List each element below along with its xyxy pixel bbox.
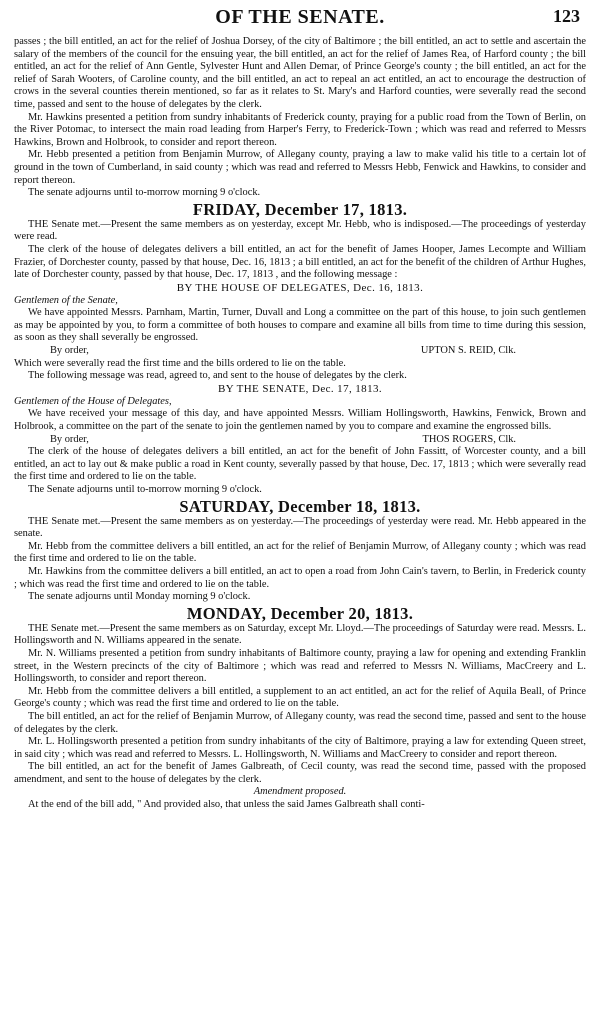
salutation: Gentlemen of the Senate, — [14, 294, 118, 306]
message-heading: BY THE HOUSE OF DELEGATES, Dec. 16, 1813. — [176, 281, 424, 294]
paragraph: passes ; the bill entitled, an act for the relief of Joshua Dorsey, of the city of Baltimore ; the bill entitled, an act to settle and ascertain the salary of the members of the council for the ensuing year, the bill entitled, an act for the relief of James Rea, of Harford county ; the bill entitled, an act for the relief of Ann Gentle, Sylvester Hunt and Allen Demar, of Prince George's county ; the bill entitled, an act for the relief of Sarah Wooters, of Caroline county, and the bill entitled, an act to repeal an act entitled, an act to encourage the destruction of crows in the several counties therein mentioned, so far as it relates to St. Mary's and Harford counties, were severally read the second time, passed and sent to the house of delegates by the clerk. — [14, 36, 586, 110]
paragraph: The clerk of the house of delegates delivers a bill entitled, an act for the benefit of James Hooper, James Lecompte and William Frazier, of Dorchester county, passed by that house, Dec. 16, 1813 ; a bill entitled, an act for the benefit of the children of Arthur Hughes, late of Dorchester county, passed by that house, Dec. 17, 1813 , and the following message : — [14, 243, 586, 281]
day-heading: MONDAY, December 20, 1813. — [186, 603, 414, 623]
running-head — [14, 6, 586, 30]
by-order-label: By order, — [50, 433, 89, 445]
paragraph: Mr. Hebb presented a petition from Benjamin Murrow, of Allegany county, praying a law to make valid his title to a certain lot of ground in the town of Cumberland, in said county ; which was read and referred to Messrs Hebb, Fenwick and Hawkins, to consider and report thereon. — [14, 149, 586, 186]
clerk-signature: UPTON S. REID, Clk. — [420, 345, 516, 357]
paragraph: The bill entitled, an act for the relief of Benjamin Murrow, of Allegany county, was read the second time, passed and sent to the house of delegates by the clerk. — [14, 710, 586, 735]
paragraph: We have received your message of this day, and have appointed Messrs. William Hollingsworth, Hawkins, Fenwick, Brown and Holbrook, a committee on the part of the senate to join the gentlemen named by you to compare and examine the engrossed bills. — [14, 408, 586, 433]
paragraph: Mr. Hawkins from the committee delivers a bill entitled, an act to open a road from John Cain's tavern, to Berlin, in Frederick county ; which was read the first time and ordered to lie on the table. — [14, 565, 586, 590]
paragraph: Mr. Hebb from the committee delivers a bill entitled, a supplement to an act entitled, an act for the relief of Aquila Beall, of Prince George's county ; which was read the first time and ordered to lie on the table. — [14, 685, 586, 710]
by-order-label: By order, — [50, 345, 89, 357]
amendment-label: Amendment proposed. — [253, 786, 347, 798]
paragraph: Mr. L. Hollingsworth presented a petition from sundry inhabitants of the city of Baltimore, praying a law for extending Queen street, in said city ; which was read and referred to Messrs. L. Hollingsworth, N. Williams and MacCreery to consider and report thereon. — [14, 736, 586, 760]
paragraph: Mr. Hebb from the committee delivers a bill entitled, an act for the relief of Benjamin Murrow, of Allegany county ; which was read the first time and ordered to lie on the table. — [14, 540, 586, 565]
paragraph: THE Senate met.—Present the same members as on yesterday, except Mr. Hebb, who is indisposed.—The proceedings of yesterday were read. — [14, 218, 586, 243]
paragraph: The senate adjourns until to-morrow morning 9 o'clock. — [28, 187, 261, 199]
day-heading: SATURDAY, December 18, 1813. — [179, 496, 421, 516]
paragraph: The Senate adjourns until to-morrow morning 9 o'clock. — [28, 484, 262, 495]
paragraph: Mr. Hawkins presented a petition from sundry inhabitants of Frederick county, praying for a public road from the Town of Berlin, on the River Potomac, to intersect the main road leading from Harper's Ferry, to Frederick-Town ; which was read and referred to Messrs Hawkins, Brown and Holbrook, to consider and report thereon. — [14, 111, 586, 148]
paragraph: The bill entitled, an act for the benefit of James Galbreath, of Cecil county, was read the second time, passed with the proposed amendment, and sent to the house of delegates by the clerk. — [14, 761, 586, 785]
paragraph: The senate adjourns until Monday morning 9 o'clock. — [28, 591, 251, 603]
paragraph: At the end of the bill add, " And provided also, that unless the said James Galbreath shall conti- — [28, 799, 425, 811]
paragraph: We have appointed Messrs. Parnham, Martin, Turner, Duvall and Long a committee on the part of this house, to join such gentlemen as may be appointed by you, to form a committee of both houses to compare and examine all bills from time to time during this session, as soon as they shall severally be engrossed. — [14, 307, 586, 344]
message-heading: BY THE SENATE, Dec. 17, 1813. — [217, 382, 383, 395]
page-number: 123 — [553, 6, 580, 26]
paragraph: THE Senate met.—Present the same members as on Saturday, except Mr. Lloyd.—The proceedings of Saturday were read. Messrs. L. Hollingsworth and N. Williams appeared in the senate. — [14, 622, 586, 647]
paragraph: The following message was read, agreed to, and sent to the house of delegates by the clerk. — [28, 370, 407, 382]
page-title: OF THE SENATE. — [215, 6, 385, 28]
signature-line — [14, 345, 586, 358]
day-heading: FRIDAY, December 17, 1813. — [192, 199, 408, 219]
paragraph: Which were severally read the first time and the bills ordered to lie on the table. — [14, 357, 346, 369]
clerk-signature: THOS ROGERS, Clk. — [422, 433, 516, 445]
journal-body — [14, 36, 586, 812]
paragraph: THE Senate met.—Present the same members as on yesterday.—The proceedings of yesterday were read. Mr. Hebb appeared in the senate. — [14, 515, 586, 540]
signature-line — [14, 434, 586, 447]
paragraph: Mr. N. Williams presented a petition from sundry inhabitants of Baltimore county, praying a law for opening and extending Franklin street, in the Western precincts of the city of Baltimore ; which was read and referred to Messrs N. Williams, MacCreery and L. Hollingsworth, to consider and report thereon. — [14, 647, 586, 685]
paragraph: The clerk of the house of delegates delivers a bill entitled, an act for the benefit of John Fassitt, of Worcester county, and a bill entitled, an act to lay out & make public a road in Kent county, severally passed by that house, Dec. 17, 1813 ; which were severally read the first time and ordered to lie on the table. — [14, 446, 586, 483]
salutation: Gentlemen of the House of Delegates, — [14, 395, 172, 407]
